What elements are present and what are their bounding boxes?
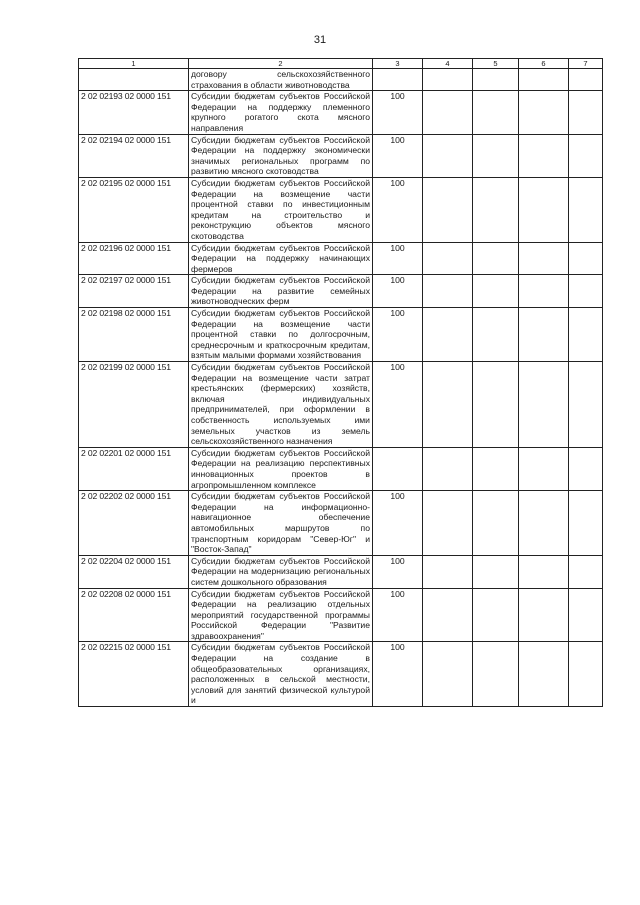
- table-row: [79, 69, 603, 91]
- column-4-cell: [423, 91, 473, 134]
- column-3-cell: 100: [373, 588, 423, 642]
- column-6-cell: [519, 177, 569, 242]
- column-5-cell: [473, 134, 519, 177]
- column-4-cell: [423, 555, 473, 588]
- description-cell: Субсидии бюджетам субъектов Российской Федерации на информационно-навигационное обеспечение автомобильных маршрутов по транспортным коридорам "Север-Юг" и "Восток-Запад": [189, 491, 373, 556]
- budget-code-cell: 2 02 02199 02 0000 151: [79, 362, 189, 448]
- column-7-cell: [569, 642, 603, 707]
- column-3-cell: 100: [373, 134, 423, 177]
- column-4-cell: [423, 447, 473, 490]
- table-row: [79, 177, 603, 242]
- column-5-cell: [473, 177, 519, 242]
- column-7-cell: [569, 134, 603, 177]
- column-7-cell: [569, 362, 603, 448]
- column-6-cell: [519, 308, 569, 362]
- column-4-cell: [423, 491, 473, 556]
- column-7-cell: [569, 491, 603, 556]
- column-6-cell: [519, 242, 569, 275]
- description-cell: Субсидии бюджетам субъектов Российской Федерации на создание в общеобразовательных организациях, расположенных в сельской местности, условий для занятий физической культурой и: [189, 642, 373, 707]
- column-5-cell: [473, 491, 519, 556]
- column-3-cell: 100: [373, 91, 423, 134]
- column-header: 4: [423, 59, 473, 69]
- budget-code-cell: 2 02 02193 02 0000 151: [79, 91, 189, 134]
- column-4-cell: [423, 177, 473, 242]
- column-3-cell: [373, 447, 423, 490]
- column-5-cell: [473, 308, 519, 362]
- description-cell: Субсидии бюджетам субъектов Российской Федерации на поддержку племенного крупного рогатого скота мясного направления: [189, 91, 373, 134]
- column-5-cell: [473, 242, 519, 275]
- column-5-cell: [473, 362, 519, 448]
- budget-code-cell: 2 02 02208 02 0000 151: [79, 588, 189, 642]
- column-header: 6: [519, 59, 569, 69]
- column-header: 1: [79, 59, 189, 69]
- column-6-cell: [519, 134, 569, 177]
- column-7-cell: [569, 555, 603, 588]
- column-6-cell: [519, 362, 569, 448]
- column-3-cell: 100: [373, 308, 423, 362]
- column-3-cell: 100: [373, 362, 423, 448]
- table-row: [79, 642, 603, 707]
- column-5-cell: [473, 642, 519, 707]
- budget-code-cell: [79, 69, 189, 91]
- column-3-cell: [373, 69, 423, 91]
- column-3-cell: 100: [373, 177, 423, 242]
- column-header: 5: [473, 59, 519, 69]
- column-5-cell: [473, 275, 519, 308]
- column-4-cell: [423, 69, 473, 91]
- column-4-cell: [423, 588, 473, 642]
- column-4-cell: [423, 642, 473, 707]
- table-row: [79, 242, 603, 275]
- column-5-cell: [473, 588, 519, 642]
- table-row: [79, 275, 603, 308]
- description-cell: Субсидии бюджетам субъектов Российской Федерации на поддержку начинающих фермеров: [189, 242, 373, 275]
- column-4-cell: [423, 242, 473, 275]
- column-header: 7: [569, 59, 603, 69]
- column-6-cell: [519, 491, 569, 556]
- budget-code-cell: 2 02 02198 02 0000 151: [79, 308, 189, 362]
- column-7-cell: [569, 177, 603, 242]
- description-cell: Субсидии бюджетам субъектов Российской Федерации на развитие семейных животноводческих ферм: [189, 275, 373, 308]
- column-7-cell: [569, 447, 603, 490]
- column-6-cell: [519, 447, 569, 490]
- table-row: [79, 134, 603, 177]
- budget-code-cell: 2 02 02215 02 0000 151: [79, 642, 189, 707]
- column-3-cell: 100: [373, 491, 423, 556]
- table-row: [79, 91, 603, 134]
- column-header: 3: [373, 59, 423, 69]
- description-cell: Субсидии бюджетам субъектов Российской Федерации на реализацию перспективных инновационных проектов в агропромышленном комплексе: [189, 447, 373, 490]
- column-7-cell: [569, 588, 603, 642]
- column-7-cell: [569, 69, 603, 91]
- column-3-cell: 100: [373, 642, 423, 707]
- description-cell: договору сельскохозяйственного страхования в области животноводства: [189, 69, 373, 91]
- budget-code-cell: 2 02 02196 02 0000 151: [79, 242, 189, 275]
- budget-code-cell: 2 02 02197 02 0000 151: [79, 275, 189, 308]
- column-4-cell: [423, 362, 473, 448]
- table-header-row: [79, 59, 603, 69]
- description-cell: Субсидии бюджетам субъектов Российской Федерации на поддержку экономически значимых региональных программ по развитию мясного скотоводства: [189, 134, 373, 177]
- table-row: [79, 362, 603, 448]
- description-cell: Субсидии бюджетам субъектов Российской Федерации на модернизацию региональных систем дошкольного образования: [189, 555, 373, 588]
- description-cell: Субсидии бюджетам субъектов Российской Федерации на возмещение части процентной ставки по долгосрочным, среднесрочным и краткосрочным кредитам, взятым малыми формами хозяйствования: [189, 308, 373, 362]
- budget-code-cell: 2 02 02202 02 0000 151: [79, 491, 189, 556]
- budget-code-cell: 2 02 02201 02 0000 151: [79, 447, 189, 490]
- column-5-cell: [473, 447, 519, 490]
- description-cell: Субсидии бюджетам субъектов Российской Федерации на реализацию отдельных мероприятий государственной программы Российской Федерации "Развитие здравоохранения": [189, 588, 373, 642]
- table-row: [79, 588, 603, 642]
- page-number: 31: [313, 34, 327, 46]
- table-row: [79, 491, 603, 556]
- column-6-cell: [519, 555, 569, 588]
- column-3-cell: 100: [373, 555, 423, 588]
- column-7-cell: [569, 91, 603, 134]
- column-5-cell: [473, 91, 519, 134]
- column-header: 2: [189, 59, 373, 69]
- column-7-cell: [569, 308, 603, 362]
- column-5-cell: [473, 555, 519, 588]
- column-3-cell: 100: [373, 242, 423, 275]
- budget-code-cell: 2 02 02195 02 0000 151: [79, 177, 189, 242]
- column-4-cell: [423, 308, 473, 362]
- budget-code-cell: 2 02 02204 02 0000 151: [79, 555, 189, 588]
- table-row: [79, 555, 603, 588]
- column-6-cell: [519, 642, 569, 707]
- column-6-cell: [519, 91, 569, 134]
- budget-classification-table: [78, 58, 603, 707]
- description-cell: Субсидии бюджетам субъектов Российской Федерации на возмещение части процентной ставки по инвестиционным кредитам на строительство и реконструкцию объектов мясного скотоводства: [189, 177, 373, 242]
- column-4-cell: [423, 134, 473, 177]
- column-7-cell: [569, 275, 603, 308]
- table-row: [79, 447, 603, 490]
- column-6-cell: [519, 588, 569, 642]
- column-6-cell: [519, 275, 569, 308]
- column-4-cell: [423, 275, 473, 308]
- column-6-cell: [519, 69, 569, 91]
- budget-code-cell: 2 02 02194 02 0000 151: [79, 134, 189, 177]
- description-cell: Субсидии бюджетам субъектов Российской Федерации на возмещение части затрат крестьянских (фермерских) хозяйств, включая индивидуальных предпринимателей, при оформлении в собственность используемых ими земельных участков из земель сельскохозяйственного назначения: [189, 362, 373, 448]
- table-row: [79, 308, 603, 362]
- column-7-cell: [569, 242, 603, 275]
- column-5-cell: [473, 69, 519, 91]
- column-3-cell: 100: [373, 275, 423, 308]
